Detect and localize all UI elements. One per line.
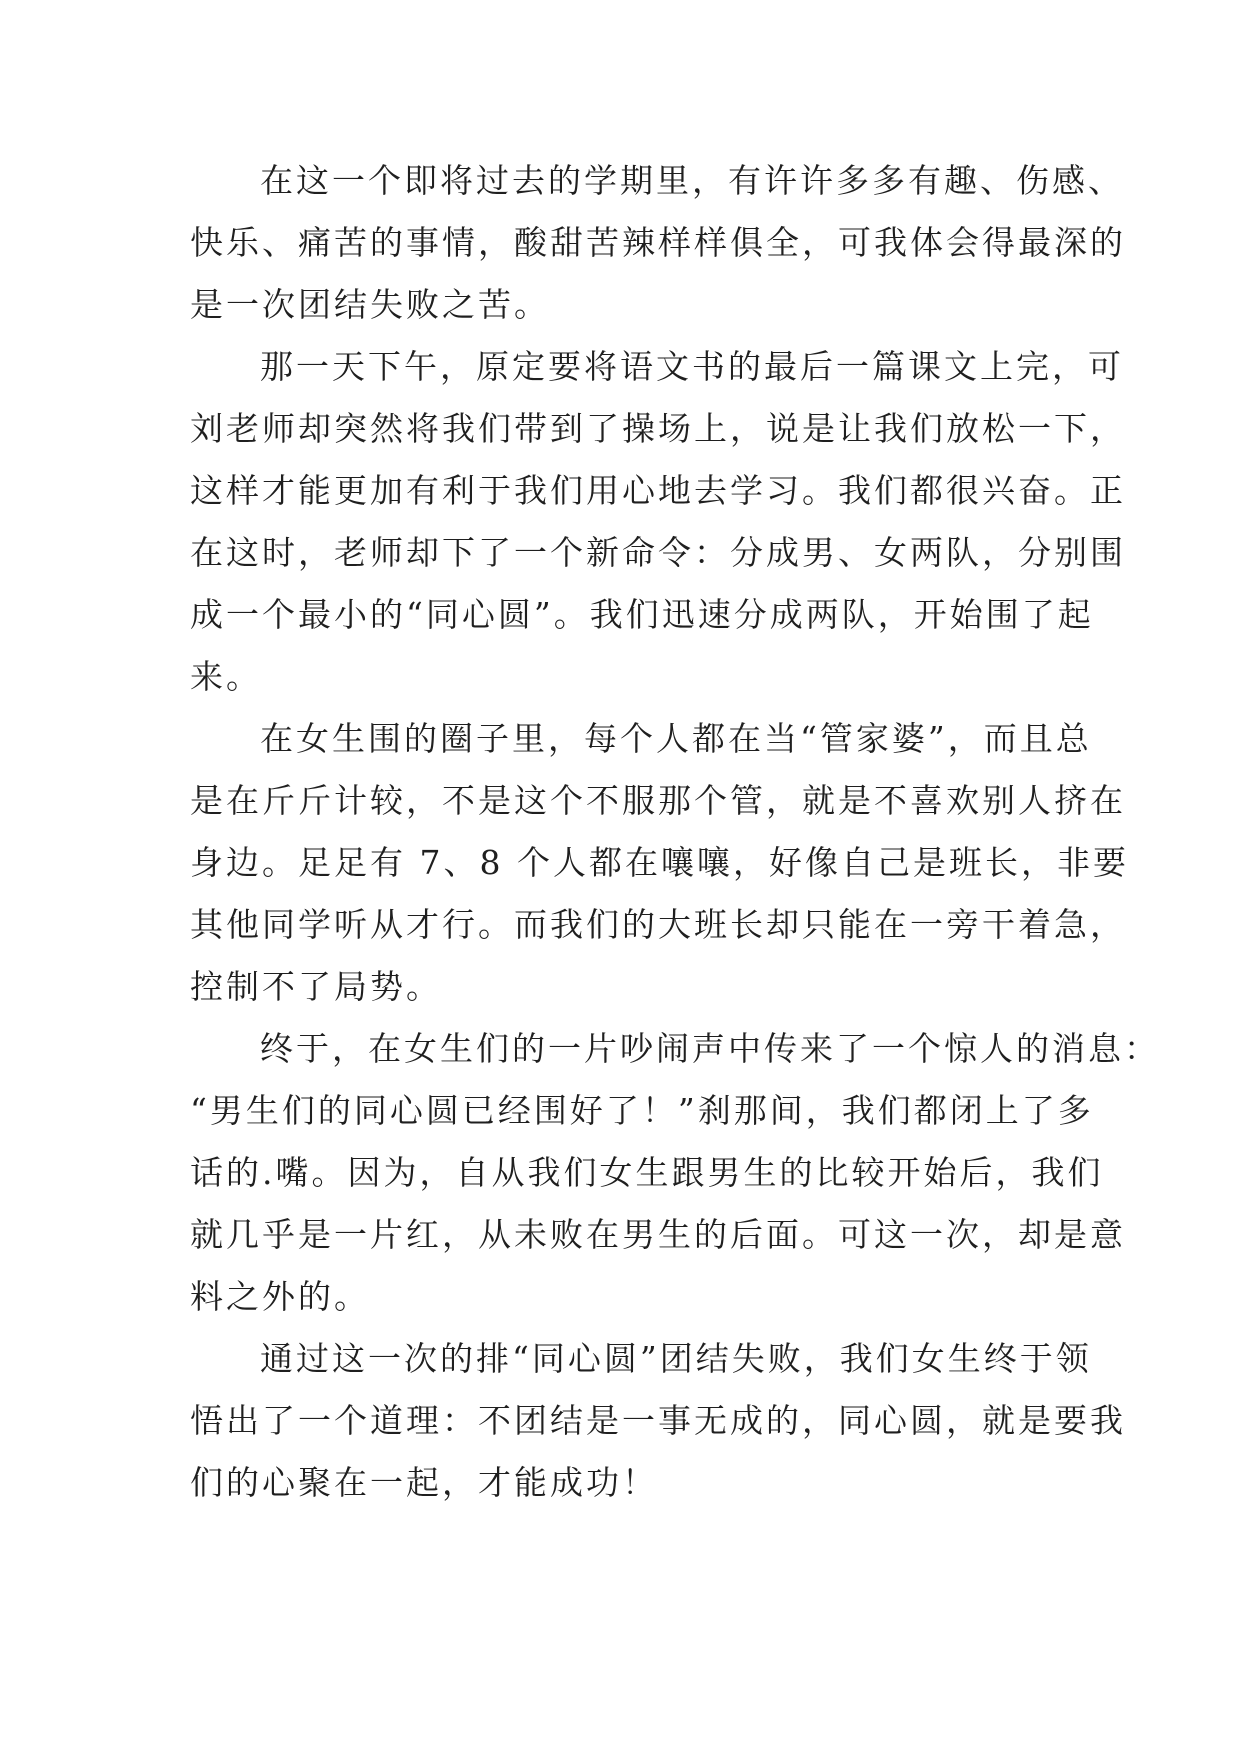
paragraph-line: 们的心聚在一起，才能成功！ (190, 1463, 658, 1502)
paragraph-line: 身边。足足有 7、8 个人都在嚷嚷，好像自己是班长，非要 (190, 843, 1129, 882)
paragraph-line: 料之外的。 (190, 1277, 370, 1316)
paragraph-line: 这样才能更加有利于我们用心地去学习。我们都很兴奋。正 (190, 471, 1126, 510)
paragraph-line: 刘老师却突然将我们带到了操场上，说是让我们放松一下， (190, 409, 1126, 448)
paragraph-line: 其他同学听从才行。而我们的大班长却只能在一旁干着急， (190, 905, 1126, 944)
paragraph-5 (190, 1328, 1126, 1514)
paragraph-line: 成一个最小的“同心圆”。我们迅速分成两队，开始围了起 (190, 595, 1094, 634)
paragraph-line: 那一天下午，原定要将语文书的最后一篇课文上完，可 (260, 347, 1124, 386)
paragraph-3 (190, 708, 1129, 1018)
paragraph-line: 控制不了局势。 (190, 967, 442, 1006)
paragraph-line: 在女生围的圈子里，每个人都在当“管家婆”，而且总 (260, 719, 1092, 758)
paragraph-line: 快乐、痛苦的事情，酸甜苦辣样样俱全，可我体会得最深的 (190, 223, 1126, 262)
paragraph-4 (190, 1018, 1160, 1328)
paragraph-line: 话的.嘴。因为，自从我们女生跟男生的比较开始后，我们 (190, 1153, 1104, 1192)
paragraph-line: 悟出了一个道理：不团结是一事无成的，同心圆，就是要我 (190, 1401, 1126, 1440)
paragraph-2 (190, 336, 1126, 708)
paragraph-line: 在这时，老师却下了一个新命令：分成男、女两队，分别围 (190, 533, 1126, 572)
paragraph-line: 来。 (190, 657, 262, 696)
paragraph-line: 终于，在女生们的一片吵闹声中传来了一个惊人的消息： (260, 1029, 1160, 1068)
paragraph-line: 通过这一次的排“同心圆”团结失败，我们女生终于领 (260, 1339, 1092, 1378)
paragraph-line: 在这一个即将过去的学期里，有许许多多有趣、伤感、 (260, 161, 1124, 200)
paragraph-line: 是在斤斤计较，不是这个不服那个管，就是不喜欢别人挤在 (190, 781, 1126, 820)
paragraph-1 (190, 150, 1126, 336)
paragraph-line: 就几乎是一片红，从未败在男生的后面。可这一次，却是意 (190, 1215, 1126, 1254)
document-body (190, 150, 1160, 1514)
paragraph-line: “男生们的同心圆已经围好了！”刹那间，我们都闭上了多 (190, 1091, 1094, 1130)
paragraph-line: 是一次团结失败之苦。 (190, 285, 550, 324)
